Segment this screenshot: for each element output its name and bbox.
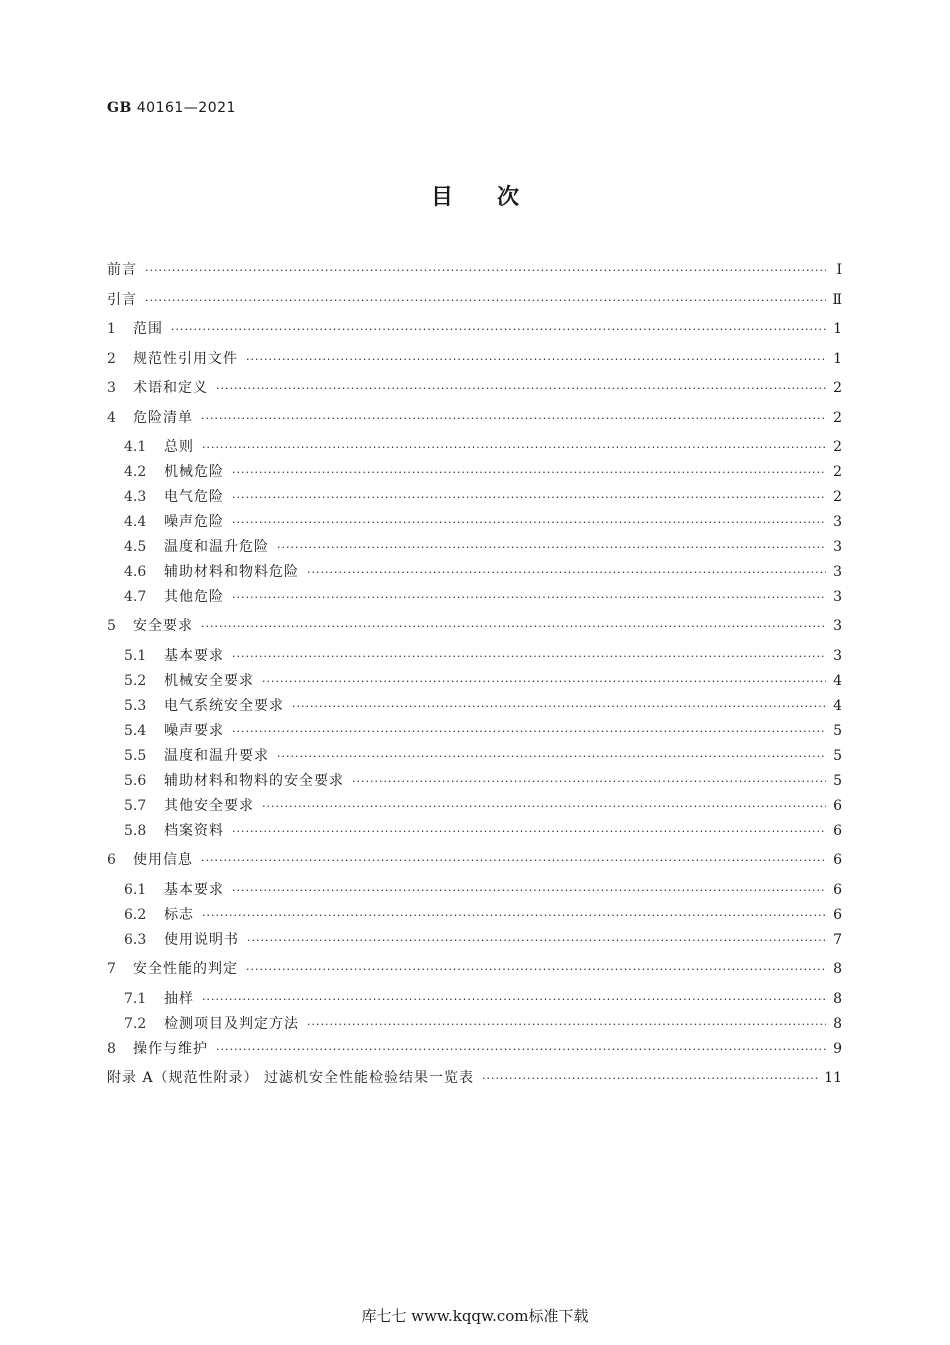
- toc-entry-page: 7: [833, 932, 842, 948]
- toc-entry-page: 5: [833, 723, 842, 739]
- toc-entry-number: 5.5: [124, 748, 147, 764]
- dot-leader: [232, 487, 826, 509]
- toc-entry-page: 2: [833, 489, 842, 505]
- toc-entry-page: 6: [833, 852, 842, 868]
- dot-leader: [232, 512, 826, 534]
- toc-entry-title: 术语和定义: [133, 380, 208, 396]
- toc-entry-page: 3: [833, 589, 842, 605]
- toc-entry-page: 4: [833, 673, 842, 689]
- toc-entry[interactable]: [124, 695, 842, 717]
- toc-entry-title: 使用说明书: [164, 932, 239, 948]
- dot-leader: [262, 796, 826, 818]
- dot-leader: [307, 562, 826, 584]
- toc-entry-number: 5.4: [124, 723, 147, 739]
- toc-entry[interactable]: [124, 929, 842, 951]
- toc-entry[interactable]: [124, 720, 842, 742]
- dot-leader: [232, 587, 826, 609]
- toc-entry[interactable]: [124, 820, 842, 842]
- toc-entry[interactable]: [124, 645, 842, 667]
- toc-entry-number: 4.7: [124, 589, 147, 605]
- toc-entry-title: 档案资料: [164, 823, 224, 839]
- toc-entry-page: 3: [833, 564, 842, 580]
- toc-entry-page: 8: [833, 991, 842, 1007]
- dot-leader: [277, 746, 826, 768]
- toc-entry-number: 7.2: [124, 1016, 147, 1032]
- toc-entry[interactable]: [124, 561, 842, 583]
- toc-entry[interactable]: [124, 795, 842, 817]
- toc-entry-number: 4.2: [124, 464, 147, 480]
- footer-watermark: 库七七 www.kqqw.com标准下载: [361, 1307, 589, 1325]
- toc-entry[interactable]: [124, 745, 842, 767]
- toc-entry-title: 安全性能的判定: [133, 961, 238, 977]
- toc-entry-page: 5: [833, 748, 842, 764]
- toc-entry-page: 2: [833, 464, 842, 480]
- toc-entry-page: 6: [833, 882, 842, 898]
- dot-leader: [201, 408, 826, 430]
- toc-entry[interactable]: [107, 259, 842, 281]
- toc-entry-number: 3: [107, 380, 116, 396]
- toc-entry-title: 操作与维护: [133, 1041, 208, 1057]
- toc-entry-page: 11: [824, 1070, 842, 1086]
- toc-entry-number: 6.3: [124, 932, 147, 948]
- toc-entry-page: 3: [833, 539, 842, 555]
- toc-entry-title: 辅助材料和物料危险: [164, 564, 299, 580]
- toc-entry[interactable]: [124, 511, 842, 533]
- dot-leader: [232, 721, 826, 743]
- toc-entry[interactable]: [124, 904, 842, 926]
- toc-entry[interactable]: [124, 536, 842, 558]
- dot-leader: [216, 1039, 826, 1061]
- dot-leader: [262, 671, 826, 693]
- toc-entry[interactable]: [107, 377, 842, 399]
- toc-entry-page: 1: [833, 321, 842, 337]
- toc-entry-title: 引言: [107, 292, 137, 308]
- toc-entry-title: 机械危险: [164, 464, 224, 480]
- toc-entry-number: 5.6: [124, 773, 147, 789]
- toc-entry-title: 基本要求: [164, 648, 224, 664]
- toc-entry-number: 6: [107, 852, 116, 868]
- toc-entry-number: 1: [107, 321, 116, 337]
- toc-entry-title: 附录 A（规范性附录） 过滤机安全性能检验结果一览表: [107, 1070, 475, 1086]
- dot-leader: [307, 1014, 826, 1036]
- dot-leader: [201, 616, 826, 638]
- toc-entry[interactable]: [124, 436, 842, 458]
- toc-entry-title: 温度和温升要求: [164, 748, 269, 764]
- toc-entry-number: 6.1: [124, 882, 147, 898]
- dot-leader: [482, 1068, 818, 1090]
- toc-entry[interactable]: [124, 486, 842, 508]
- toc-entry[interactable]: [124, 770, 842, 792]
- dot-leader: [202, 905, 826, 927]
- toc-entry-number: 6.2: [124, 907, 147, 923]
- dot-leader: [202, 989, 826, 1011]
- dot-leader: [292, 696, 826, 718]
- toc-entry[interactable]: [107, 407, 842, 429]
- toc-entry[interactable]: [107, 1067, 842, 1089]
- toc-entry-number: 5.1: [124, 648, 147, 664]
- dot-leader: [216, 378, 826, 400]
- toc-entry-page: Ⅱ: [832, 292, 842, 308]
- toc-entry[interactable]: [124, 586, 842, 608]
- toc-entry-title: 温度和温升危险: [164, 539, 269, 555]
- toc-entry[interactable]: [107, 318, 842, 340]
- dot-leader: [352, 771, 826, 793]
- toc-entry-page: 6: [833, 798, 842, 814]
- toc-entry[interactable]: [124, 879, 842, 901]
- toc-entry[interactable]: [107, 348, 842, 370]
- dot-leader: [145, 290, 826, 312]
- toc-entry-number: 4.3: [124, 489, 147, 505]
- toc-entry-title: 范围: [133, 321, 163, 337]
- toc-entry-page: 6: [833, 907, 842, 923]
- toc-entry-number: 4.5: [124, 539, 147, 555]
- toc-entry-title: 标志: [164, 907, 194, 923]
- dot-leader: [246, 959, 826, 981]
- standard-code: 40161—2021: [136, 100, 236, 116]
- toc-entry-page: 3: [833, 648, 842, 664]
- toc-entry-number: 7: [107, 961, 116, 977]
- toc-entry-number: 2: [107, 351, 116, 367]
- toc-entry-title: 使用信息: [133, 852, 193, 868]
- toc-entry-number: 5.2: [124, 673, 147, 689]
- toc-entry[interactable]: [124, 988, 842, 1010]
- toc-entry-number: 4.6: [124, 564, 147, 580]
- toc-entry-number: 4.4: [124, 514, 147, 530]
- toc-entry-number: 4.1: [124, 439, 147, 455]
- standard-number: [107, 100, 236, 116]
- toc-entry-page: 5: [833, 773, 842, 789]
- toc-entry[interactable]: [107, 615, 842, 637]
- toc-entry-title: 其他危险: [164, 589, 224, 605]
- toc-entry-number: 7.1: [124, 991, 147, 1007]
- toc-entry-page: 2: [833, 380, 842, 396]
- dot-leader: [202, 437, 826, 459]
- toc-entry-page: 2: [833, 439, 842, 455]
- toc-entry-title: 基本要求: [164, 882, 224, 898]
- dot-leader: [171, 319, 826, 341]
- toc-entry-page: 4: [833, 698, 842, 714]
- toc-entry-number: 5.3: [124, 698, 147, 714]
- toc-entry-page: 9: [833, 1041, 842, 1057]
- dot-leader: [277, 537, 826, 559]
- toc-entry-number: 8: [107, 1041, 116, 1057]
- toc-entry-title: 机械安全要求: [164, 673, 254, 689]
- toc-entry[interactable]: [107, 958, 842, 980]
- toc-entry-number: 5: [107, 618, 116, 634]
- toc-entry-title: 抽样: [164, 991, 194, 1007]
- toc-entry-page: 6: [833, 823, 842, 839]
- toc-entry-title: 危险清单: [133, 410, 193, 426]
- toc-entry-title: 电气危险: [164, 489, 224, 505]
- toc-entry[interactable]: [124, 461, 842, 483]
- toc-entry-page: 3: [833, 618, 842, 634]
- dot-leader: [232, 646, 826, 668]
- toc-entry[interactable]: [107, 289, 842, 311]
- toc-entry-title: 前言: [107, 262, 137, 278]
- toc-entry-page: 1: [833, 351, 842, 367]
- toc-entry-page: 3: [833, 514, 842, 530]
- toc-entry-title: 辅助材料和物料的安全要求: [164, 773, 344, 789]
- toc-entry-number: 5.8: [124, 823, 147, 839]
- toc-entry-page: Ⅰ: [836, 262, 842, 278]
- page-title: 目次: [430, 185, 563, 210]
- toc-entry-title: 噪声危险: [164, 514, 224, 530]
- dot-leader: [232, 880, 826, 902]
- toc-entry-title: 噪声要求: [164, 723, 224, 739]
- standard-prefix: GB: [107, 100, 132, 116]
- toc-entry-title: 检测项目及判定方法: [164, 1016, 299, 1032]
- toc-entry-page: 8: [833, 961, 842, 977]
- toc-entry[interactable]: [107, 1038, 842, 1060]
- toc-entry-title: 规范性引用文件: [133, 351, 238, 367]
- toc-entry[interactable]: [124, 1013, 842, 1035]
- toc-entry-title: 总则: [164, 439, 194, 455]
- dot-leader: [145, 260, 826, 282]
- dot-leader: [201, 850, 826, 872]
- toc-entry[interactable]: [124, 670, 842, 692]
- dot-leader: [247, 930, 826, 952]
- toc-entry-number: 5.7: [124, 798, 147, 814]
- toc-entry-number: 4: [107, 410, 116, 426]
- dot-leader: [232, 462, 826, 484]
- dot-leader: [232, 821, 826, 843]
- dot-leader: [246, 349, 826, 371]
- toc-entry-title: 电气系统安全要求: [164, 698, 284, 714]
- toc-entry-page: 8: [833, 1016, 842, 1032]
- toc-entry-title: 其他安全要求: [164, 798, 254, 814]
- toc-entry-title: 安全要求: [133, 618, 193, 634]
- toc-entry[interactable]: [107, 849, 842, 871]
- toc-entry-page: 2: [833, 410, 842, 426]
